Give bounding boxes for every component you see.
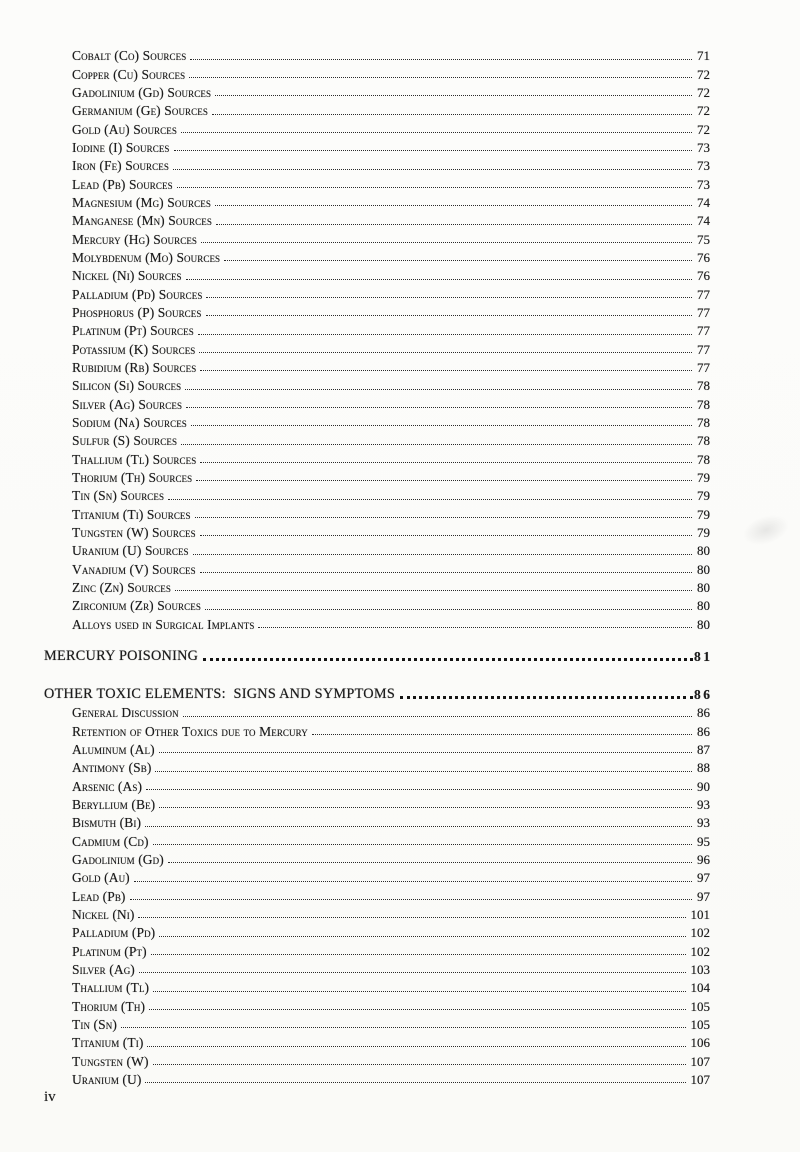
toc-entry <box>44 830 710 848</box>
toc-entry <box>44 247 710 265</box>
entry-label: Molybdenum (Mo) Sources <box>72 249 221 265</box>
entry-label: Zirconium (Zr) Sources <box>72 598 201 614</box>
dot-leader <box>206 297 692 298</box>
entry-label: Antimony (Sb) <box>72 760 152 776</box>
entry-label: Silver (Ag) Sources <box>72 396 183 412</box>
entry-label: Cadmium (Cd) <box>72 833 149 849</box>
dot-leader <box>181 132 692 133</box>
entry-label: Gold (Au) <box>72 870 130 886</box>
dot-leader <box>185 389 692 390</box>
toc-entry <box>44 522 710 540</box>
dot-leader <box>173 169 692 170</box>
entry-page-number: 74 <box>697 194 710 210</box>
entry-page-number: 96 <box>697 851 710 867</box>
toc-entry <box>44 1069 710 1087</box>
entry-label: Silver (Ag) <box>72 961 135 977</box>
entry-label: General Discussion <box>72 705 179 721</box>
entry-page-number: 79 <box>697 524 710 540</box>
toc-entry <box>44 849 710 867</box>
dot-leader <box>183 716 692 717</box>
dot-leader <box>193 554 692 555</box>
toc-entry <box>44 228 710 246</box>
dot-leader <box>215 205 692 206</box>
entry-page-number: 97 <box>697 870 710 886</box>
entry-page-number: 72 <box>697 103 710 119</box>
entry-page-number: 95 <box>697 833 710 849</box>
toc-entry <box>44 1014 710 1032</box>
entry-page-number: 78 <box>697 433 710 449</box>
dot-leader <box>147 1046 685 1047</box>
dot-leader <box>149 1009 685 1010</box>
entry-label: Palladium (Pd) <box>72 925 156 941</box>
dot-leader <box>212 114 692 115</box>
entry-page-number: 75 <box>697 231 710 247</box>
entry-page-number: 72 <box>697 66 710 82</box>
dot-leader <box>191 425 692 426</box>
toc-entry <box>44 702 710 720</box>
toc-entry <box>44 977 710 995</box>
dot-leader <box>400 696 693 699</box>
entry-page-number: 72 <box>697 121 710 137</box>
dot-leader <box>168 862 692 863</box>
toc-entry <box>44 467 710 485</box>
toc-entry <box>44 265 710 283</box>
entry-label: Magnesium (Mg) Sources <box>72 194 211 210</box>
entry-label: Gold (Au) Sources <box>72 121 177 137</box>
toc-entry <box>44 283 710 301</box>
dot-leader <box>216 224 692 225</box>
entry-label: Beryllium (Be) <box>72 796 156 812</box>
entry-label: Sulfur (S) Sources <box>72 433 178 449</box>
toc-entry <box>44 118 710 136</box>
toc-entry <box>44 338 710 356</box>
dot-leader <box>174 150 692 151</box>
dot-leader <box>190 59 692 60</box>
toc-entry <box>44 430 710 448</box>
entry-page-number: 101 <box>690 906 710 922</box>
dot-leader <box>159 752 692 753</box>
entry-label: Titanium (Ti) Sources <box>72 506 191 522</box>
dot-leader <box>201 242 692 243</box>
toc-entry <box>44 577 710 595</box>
entry-page-number: 77 <box>697 359 710 375</box>
entry-page-number: 105 <box>690 998 710 1014</box>
toc-entry <box>44 192 710 210</box>
entry-label: Retention of Other Toxics due to Mercury <box>72 723 308 739</box>
entry-label: Copper (Cu) Sources <box>72 66 186 82</box>
toc-entry <box>44 922 710 940</box>
entry-label: Nickel (Ni) Sources <box>72 268 182 284</box>
entry-page-number: 73 <box>697 176 710 192</box>
dot-leader <box>198 334 692 335</box>
entry-page-number: 87 <box>697 741 710 757</box>
dot-leader <box>200 535 692 536</box>
dot-leader <box>155 771 692 772</box>
entry-label: Potassium (K) Sources <box>72 341 196 357</box>
entry-label: Vanadium (V) Sources <box>72 561 196 577</box>
dot-leader <box>175 590 692 591</box>
dot-leader <box>205 609 692 610</box>
dot-leader <box>189 77 692 78</box>
dot-leader <box>206 315 693 316</box>
entry-label: Iodine (I) Sources <box>72 139 170 155</box>
dot-leader <box>203 658 693 661</box>
toc-entry <box>44 1050 710 1068</box>
dot-leader <box>312 734 692 735</box>
entry-page-number: 90 <box>697 778 710 794</box>
entry-label: Thallium (Tl) Sources <box>72 451 197 467</box>
dot-leader <box>199 352 692 353</box>
entry-page-number: 72 <box>697 84 710 100</box>
entry-label: Cobalt (Co) Sources <box>72 48 187 64</box>
entry-page-number: 102 <box>690 925 710 941</box>
toc-entry <box>44 45 710 63</box>
toc-entry <box>44 720 710 738</box>
entry-page-number: 81 <box>694 649 713 664</box>
entry-page-number: 80 <box>697 561 710 577</box>
toc-entry <box>44 100 710 118</box>
entry-page-number: 77 <box>697 286 710 302</box>
entry-page-number: 79 <box>697 506 710 522</box>
entry-label: Alloys used in Surgical Implants <box>72 616 255 632</box>
entry-label: Mercury (Hg) Sources <box>72 231 198 247</box>
dot-leader <box>200 572 692 573</box>
entry-page-number: 76 <box>697 268 710 284</box>
entry-label: Tungsten (W) Sources <box>72 524 196 540</box>
entry-page-number: 79 <box>697 488 710 504</box>
toc-entry <box>44 739 710 757</box>
toc-entry <box>44 503 710 521</box>
entry-label: Manganese (Mn) Sources <box>72 213 212 229</box>
dot-leader <box>200 370 692 371</box>
dot-leader <box>196 480 692 481</box>
toc-entry <box>44 757 710 775</box>
toc-section-heading <box>44 645 713 664</box>
entry-page-number: 78 <box>697 451 710 467</box>
dot-leader <box>186 279 692 280</box>
entry-label: Thorium (Th) <box>72 998 146 1014</box>
dot-leader <box>121 1027 686 1028</box>
toc-entry <box>44 904 710 922</box>
dot-leader <box>145 1082 685 1083</box>
entry-page-number: 103 <box>690 961 710 977</box>
toc-entry <box>44 995 710 1013</box>
toc-entry <box>44 375 710 393</box>
entry-page-number: 102 <box>690 943 710 959</box>
entry-page-number: 77 <box>697 323 710 339</box>
toc-entry <box>44 357 710 375</box>
toc-entry <box>44 155 710 173</box>
page-footer-number: iv <box>44 1089 56 1105</box>
entry-page-number: 80 <box>697 543 710 559</box>
dot-leader <box>195 517 692 518</box>
entry-page-number: 88 <box>697 760 710 776</box>
toc-entry <box>44 959 710 977</box>
entry-label: Bismuth (Bi) <box>72 815 142 831</box>
toc-entry <box>44 812 710 830</box>
toc-entry <box>44 540 710 558</box>
entry-page-number: 105 <box>690 1016 710 1032</box>
dot-leader <box>153 991 685 992</box>
toc-entry <box>44 558 710 576</box>
toc-entry <box>44 940 710 958</box>
entry-label: Lead (Pb) Sources <box>72 176 173 192</box>
entry-label: Tin (Sn) Sources <box>72 488 165 504</box>
dot-leader <box>130 899 692 900</box>
scan-smudge <box>739 509 793 550</box>
entry-page-number: 73 <box>697 139 710 155</box>
entry-page-number: 74 <box>697 213 710 229</box>
entry-page-number: 73 <box>697 158 710 174</box>
entry-label: Thallium (Tl) <box>72 980 150 996</box>
entry-label: Uranium (U) Sources <box>72 543 189 559</box>
dot-leader <box>151 954 686 955</box>
entry-page-number: 80 <box>697 598 710 614</box>
table-of-contents <box>44 45 713 1087</box>
entry-page-number: 86 <box>697 705 710 721</box>
entry-label: Iron (Fe) Sources <box>72 158 169 174</box>
entry-label: Rubidium (Rb) Sources <box>72 359 197 375</box>
toc-entry <box>44 412 710 430</box>
entry-page-number: 79 <box>697 469 710 485</box>
toc-entry <box>44 775 710 793</box>
entry-label: Platinum (Pt) <box>72 943 147 959</box>
entry-page-number: 78 <box>697 378 710 394</box>
entry-label: Tin (Sn) <box>72 1016 117 1032</box>
entry-label: Gadolinium (Gd) Sources <box>72 84 212 100</box>
entry-label: Sodium (Na) Sources <box>72 414 187 430</box>
toc-entry <box>44 210 710 228</box>
dot-leader <box>153 844 692 845</box>
toc-entry <box>44 448 710 466</box>
dot-leader <box>159 936 685 937</box>
entry-page-number: 78 <box>697 414 710 430</box>
entry-page-number: 77 <box>697 304 710 320</box>
entry-label: Zinc (Zn) Sources <box>72 579 171 595</box>
entry-page-number: 86 <box>697 723 710 739</box>
toc-entry <box>44 173 710 191</box>
entry-label: Arsenic (As) <box>72 778 143 794</box>
dot-leader <box>186 407 692 408</box>
entry-page-number: 97 <box>697 888 710 904</box>
entry-page-number: 107 <box>690 1071 710 1087</box>
entry-label: Platinum (Pt) Sources <box>72 323 194 339</box>
entry-page-number: 93 <box>697 796 710 812</box>
dot-leader <box>153 1064 686 1065</box>
entry-page-number: 86 <box>694 687 713 702</box>
dot-leader <box>258 627 692 628</box>
entry-label: Phosphorus (P) Sources <box>72 304 202 320</box>
dot-leader <box>177 187 692 188</box>
entry-label: Gadolinium (Gd) <box>72 851 164 867</box>
entry-page-number: 107 <box>690 1053 710 1069</box>
toc-entry <box>44 302 710 320</box>
entry-page-number: 93 <box>697 815 710 831</box>
toc-entry <box>44 82 710 100</box>
entry-label: Titanium (Ti) <box>72 1035 144 1051</box>
entry-page-number: 78 <box>697 396 710 412</box>
toc-entry <box>44 867 710 885</box>
dot-leader <box>159 807 692 808</box>
entry-label: Uranium (U) <box>72 1071 142 1087</box>
entry-label: OTHER TOXIC ELEMENTS: SIGNS AND SYMPTOMS <box>44 686 396 702</box>
entry-label: Thorium (Th) Sources <box>72 469 193 485</box>
toc-entry <box>44 320 710 338</box>
entry-page-number: 106 <box>690 1035 710 1051</box>
dot-leader <box>145 826 692 827</box>
entry-page-number: 104 <box>690 980 710 996</box>
dot-leader <box>134 881 692 882</box>
entry-label: MERCURY POISONING <box>44 648 199 664</box>
dot-leader <box>139 972 686 973</box>
entry-label: Palladium (Pd) Sources <box>72 286 203 302</box>
toc-entry <box>44 595 710 613</box>
toc-entry <box>44 613 710 631</box>
dot-leader <box>138 917 685 918</box>
dot-leader <box>146 789 692 790</box>
toc-entry <box>44 393 710 411</box>
entry-page-number: 80 <box>697 579 710 595</box>
dot-leader <box>200 462 692 463</box>
entry-label: Silicon (Si) Sources <box>72 378 182 394</box>
entry-label: Nickel (Ni) <box>72 906 135 922</box>
toc-section-heading <box>44 683 713 702</box>
dot-leader <box>181 444 692 445</box>
entry-page-number: 77 <box>697 341 710 357</box>
toc-entry <box>44 63 710 81</box>
entry-label: Germanium (Ge) Sources <box>72 103 208 119</box>
dot-leader <box>224 260 692 261</box>
dot-leader <box>215 95 692 96</box>
toc-entry <box>44 485 710 503</box>
toc-entry <box>44 1032 710 1050</box>
entry-page-number: 80 <box>697 616 710 632</box>
toc-entry <box>44 885 710 903</box>
entry-label: Lead (Pb) <box>72 888 126 904</box>
toc-entry <box>44 137 710 155</box>
entry-page-number: 71 <box>697 48 710 64</box>
entry-label: Tungsten (W) <box>72 1053 149 1069</box>
entry-label: Aluminum (Al) <box>72 741 155 757</box>
dot-leader <box>168 499 692 500</box>
entry-page-number: 76 <box>697 249 710 265</box>
toc-entry <box>44 794 710 812</box>
